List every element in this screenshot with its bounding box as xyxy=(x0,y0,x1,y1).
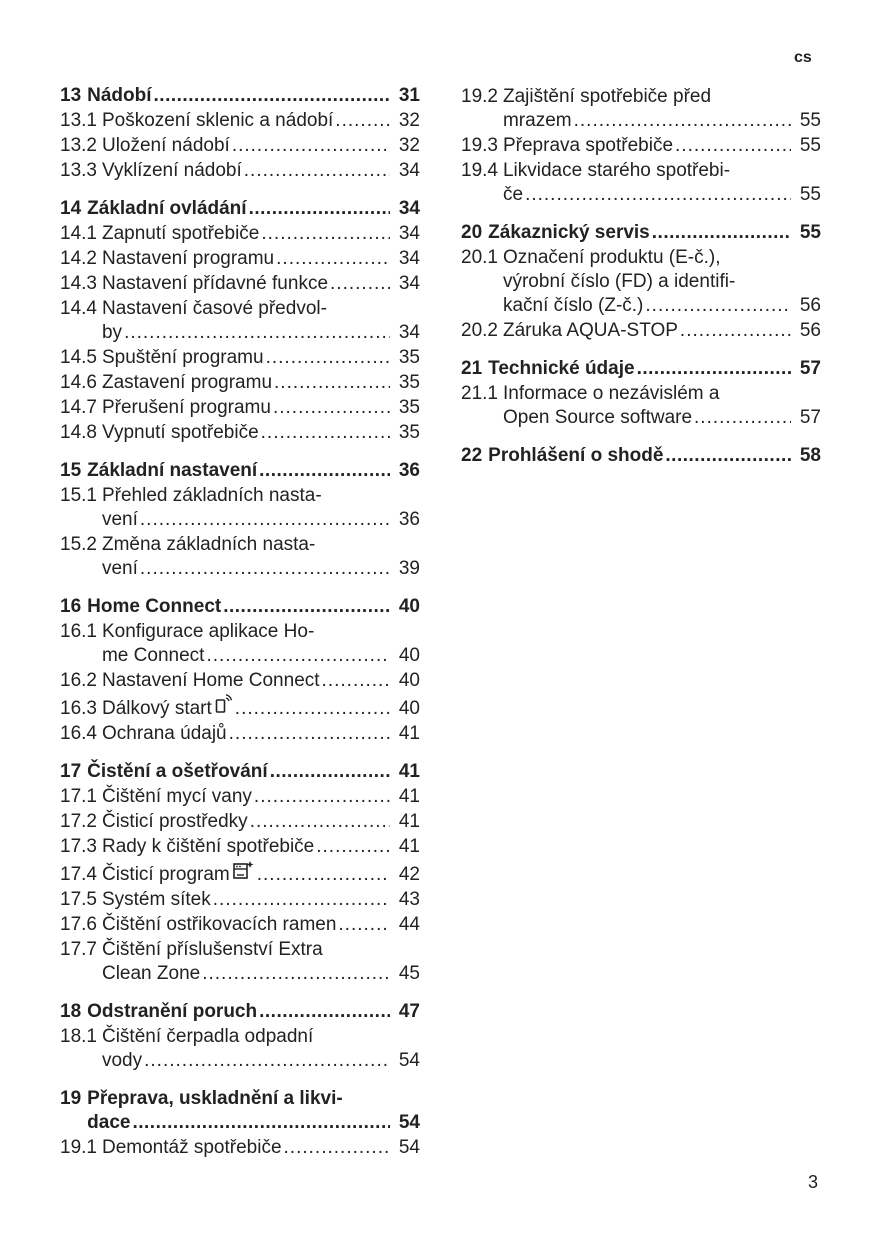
toc-entry-number: 17.2 xyxy=(60,811,97,832)
toc-page-number: 41 xyxy=(398,786,420,807)
toc-chapter[interactable] xyxy=(60,84,420,108)
toc-entry-title xyxy=(102,860,420,887)
toc-entry-title xyxy=(102,669,420,693)
toc-entry-title xyxy=(87,84,420,108)
toc-entry[interactable] xyxy=(60,222,420,246)
toc-entry-title xyxy=(102,694,420,721)
toc-title-line: Přerušení programu xyxy=(101,397,271,418)
toc-chapter[interactable] xyxy=(60,760,420,784)
toc-leader-dots xyxy=(322,669,390,693)
toc-entry-number: 17 xyxy=(60,761,82,782)
toc-entry-number: 15.1 xyxy=(60,485,97,506)
toc-entry-number: 19.4 xyxy=(461,160,498,181)
toc-title-line: by xyxy=(101,322,123,343)
toc-title-line: Prohlášení o shodě xyxy=(488,445,664,466)
toc-entry-title xyxy=(102,421,420,445)
toc-column-right xyxy=(461,84,821,482)
toc-section xyxy=(60,760,420,986)
toc-title-line: dace xyxy=(87,1112,131,1133)
toc-title-line: Demontáž spotřebiče xyxy=(101,1137,282,1158)
toc-leader-dots xyxy=(259,459,390,483)
toc-page-number: 43 xyxy=(398,889,420,910)
toc-page-number: 55 xyxy=(799,135,821,156)
toc-title-line: Čisticí prostředky xyxy=(101,811,248,832)
toc-leader-dots xyxy=(276,247,390,271)
toc-entry-title xyxy=(102,346,420,370)
toc-title-line: Home Connect xyxy=(87,596,222,617)
toc-leader-dots xyxy=(284,1136,390,1160)
toc-leader-dots xyxy=(213,888,390,912)
toc-title-line: Konfigurace aplikace Ho- xyxy=(101,621,315,642)
toc-leader-dots xyxy=(140,508,390,532)
toc-page-number: 45 xyxy=(398,963,420,984)
toc-section xyxy=(461,85,821,207)
toc-entry-number: 17.4 xyxy=(60,864,97,885)
toc-title-line: výrobní číslo (FD) a identifi- xyxy=(502,271,736,292)
toc-leader-dots xyxy=(274,371,390,395)
toc-entry-number: 14.4 xyxy=(60,298,97,319)
toc-chapter[interactable] xyxy=(461,444,821,468)
toc-page-number: 36 xyxy=(398,460,420,481)
toc-leader-dots xyxy=(223,595,390,619)
toc-leader-dots xyxy=(652,221,791,245)
toc-page-number: 56 xyxy=(799,295,821,316)
toc-entry[interactable] xyxy=(60,371,420,395)
toc-title-line: vení xyxy=(101,558,138,579)
toc-chapter[interactable] xyxy=(60,197,420,221)
toc-entry-number: 17.6 xyxy=(60,914,97,935)
toc-title-line: če xyxy=(502,184,524,205)
toc-title-line: mrazem xyxy=(502,110,572,131)
toc-entry-title xyxy=(503,246,821,318)
toc-page-number: 57 xyxy=(799,407,821,428)
toc-title-line: Čištění čerpadla odpadní xyxy=(101,1026,314,1047)
toc-section xyxy=(461,221,821,343)
toc-entry[interactable] xyxy=(60,346,420,370)
toc-entry-number: 13.1 xyxy=(60,110,97,131)
toc-entry-number: 19.1 xyxy=(60,1137,97,1158)
toc-page-number: 34 xyxy=(398,248,420,269)
toc-leader-dots xyxy=(270,760,390,784)
toc-section xyxy=(60,459,420,581)
toc-page-number: 34 xyxy=(398,160,420,181)
toc-title-line: Poškození sklenic a nádobí xyxy=(101,110,334,131)
toc-title-line: me Connect xyxy=(101,645,205,666)
toc-entry-title xyxy=(102,1025,420,1073)
toc-page-number: 34 xyxy=(398,198,420,219)
toc-entry-title xyxy=(102,222,420,246)
toc-entry-number: 20.1 xyxy=(461,247,498,268)
toc-entry-number: 13 xyxy=(60,85,82,106)
toc-chapter[interactable] xyxy=(461,357,821,381)
toc-leader-dots xyxy=(675,134,791,158)
toc-leader-dots xyxy=(132,1111,390,1135)
toc-leader-dots xyxy=(124,321,390,345)
toc-entry[interactable] xyxy=(461,134,821,158)
toc-title-line: Systém sítek xyxy=(101,889,211,910)
toc-page-number: 44 xyxy=(398,914,420,935)
toc-title-line: Čištění mycí vany xyxy=(101,786,252,807)
toc-page-number: 47 xyxy=(398,1001,420,1022)
toc-page-number: 35 xyxy=(398,347,420,368)
toc-page-number: 41 xyxy=(398,811,420,832)
toc-entry-title xyxy=(87,459,420,483)
toc-page-number: 41 xyxy=(398,836,420,857)
toc-leader-dots xyxy=(574,109,791,133)
toc-title-line: Nastavení programu xyxy=(101,248,275,269)
toc-page-number: 56 xyxy=(799,320,821,341)
toc-entry[interactable] xyxy=(60,134,420,158)
toc-section xyxy=(60,1000,420,1073)
toc-entry-title xyxy=(102,810,420,834)
toc-chapter[interactable] xyxy=(60,1000,420,1024)
toc-entry-number: 20 xyxy=(461,222,483,243)
toc-entry-number: 22 xyxy=(461,445,483,466)
toc-entry-number: 19.2 xyxy=(461,86,498,107)
toc-title-line: Přeprava, uskladnění a likvi- xyxy=(87,1088,343,1109)
toc-entry-title xyxy=(87,1087,420,1135)
toc-title-line: Vyklízení nádobí xyxy=(101,160,242,181)
toc-entry-number: 20.2 xyxy=(461,320,498,341)
toc-entry[interactable] xyxy=(60,1025,420,1073)
toc-title-line: Uložení nádobí xyxy=(101,135,230,156)
toc-page-number: 35 xyxy=(398,372,420,393)
toc-entry-number: 18 xyxy=(60,1001,82,1022)
toc-leader-dots xyxy=(525,183,791,207)
toc-entry[interactable] xyxy=(461,382,821,430)
toc-entry-number: 17.7 xyxy=(60,939,97,960)
toc-title-line: Základní nastavení xyxy=(87,460,258,481)
toc-leader-dots xyxy=(154,84,390,108)
toc-page-number: 40 xyxy=(398,645,420,666)
toc-entry-title xyxy=(503,382,821,430)
toc-entry-title xyxy=(102,159,420,183)
toc-entry[interactable] xyxy=(60,669,420,693)
toc-chapter[interactable] xyxy=(60,1087,420,1135)
toc-entry-number: 16.2 xyxy=(60,670,97,691)
toc-title-line: Clean Zone xyxy=(101,963,201,984)
toc-entry[interactable] xyxy=(60,938,420,986)
toc-leader-dots xyxy=(680,319,791,343)
toc-entry[interactable] xyxy=(60,620,420,668)
toc-entry[interactable] xyxy=(60,297,420,345)
toc-entry-title xyxy=(102,1136,420,1160)
toc-leader-dots xyxy=(259,1000,390,1024)
toc-leader-dots xyxy=(229,722,390,746)
toc-title-line: Zastavení programu xyxy=(101,372,273,393)
toc-entry-title xyxy=(102,396,420,420)
toc-entry-number: 15 xyxy=(60,460,82,481)
toc-entry-number: 17.1 xyxy=(60,786,97,807)
toc-page-number: 32 xyxy=(398,110,420,131)
toc-title-line: Přehled základních nasta- xyxy=(101,485,322,506)
toc-page-number: 34 xyxy=(398,273,420,294)
toc-title-line: Rady k čištění spotřebiče xyxy=(101,836,315,857)
toc-entry[interactable] xyxy=(461,159,821,207)
toc-entry[interactable] xyxy=(60,722,420,746)
toc-entry-number: 16.3 xyxy=(60,698,97,719)
toc-title-line: Nastavení přídavné funkce xyxy=(101,273,329,294)
toc-leader-dots xyxy=(206,644,390,668)
toc-page-number: 54 xyxy=(398,1112,420,1133)
toc-title-line: Likvidace starého spotřebi- xyxy=(502,160,731,181)
toc-page-number: 55 xyxy=(799,184,821,205)
toc-title-line: Čištění příslušenství Extra xyxy=(101,939,323,960)
toc-leader-dots xyxy=(250,810,390,834)
toc-page-number: 40 xyxy=(398,698,420,719)
toc-leader-dots xyxy=(244,159,390,183)
toc-entry-title xyxy=(102,722,420,746)
toc-entry-title xyxy=(503,319,821,343)
toc-entry-title xyxy=(503,159,821,207)
toc-page-number: 54 xyxy=(398,1050,420,1071)
toc-entry-number: 17.5 xyxy=(60,889,97,910)
toc-page-number: 42 xyxy=(398,864,420,885)
toc-leader-dots xyxy=(335,109,390,133)
toc-title-line: kační číslo (Z-č.) xyxy=(502,295,644,316)
toc-entry[interactable] xyxy=(60,159,420,183)
toc-entry-title xyxy=(102,247,420,271)
toc-entry-number: 13.3 xyxy=(60,160,97,181)
toc-leader-dots xyxy=(330,272,390,296)
toc-title-line: vení xyxy=(101,509,138,530)
toc-leader-dots xyxy=(257,863,390,887)
toc-page-number: 40 xyxy=(398,670,420,691)
toc-entry[interactable] xyxy=(60,396,420,420)
toc-leader-dots xyxy=(645,294,791,318)
toc-leader-dots xyxy=(261,421,390,445)
toc-entry-title xyxy=(102,913,420,937)
toc-entry-number: 13.2 xyxy=(60,135,97,156)
toc-page-number: 35 xyxy=(398,397,420,418)
toc-title-line: vody xyxy=(101,1050,143,1071)
toc-section xyxy=(60,1087,420,1160)
toc-section xyxy=(60,197,420,445)
toc-entry-title xyxy=(102,134,420,158)
toc-column-left xyxy=(60,84,420,1174)
toc-entry[interactable] xyxy=(60,888,420,912)
toc-entry[interactable] xyxy=(60,484,420,532)
toc-entry-title xyxy=(503,85,821,133)
toc-entry-number: 16 xyxy=(60,596,82,617)
page-number: 3 xyxy=(808,1172,819,1192)
toc-title-line: Přeprava spotřebiče xyxy=(502,135,674,156)
toc-entry-number: 14.7 xyxy=(60,397,97,418)
toc-entry[interactable] xyxy=(60,860,420,887)
toc-entry[interactable] xyxy=(60,913,420,937)
toc-title-line: Spuštění programu xyxy=(101,347,264,368)
toc-leader-dots xyxy=(144,1049,390,1073)
toc-leader-dots xyxy=(261,222,390,246)
toc-chapter[interactable] xyxy=(461,221,821,245)
toc-leader-dots xyxy=(235,697,390,721)
toc-entry-title xyxy=(87,595,420,619)
toc-page-number: 32 xyxy=(398,135,420,156)
toc-title-line: Open Source software xyxy=(502,407,693,428)
toc-title-line: Čisticí program xyxy=(101,864,230,885)
toc-title-line: Čištění ostřikovacích ramen xyxy=(101,914,337,935)
toc-entry-number: 16.4 xyxy=(60,723,97,744)
toc-entry-number: 14.6 xyxy=(60,372,97,393)
toc-title-line: Dálkový start xyxy=(101,698,212,719)
toc-entry[interactable] xyxy=(60,272,420,296)
toc-leader-dots xyxy=(665,444,791,468)
toc-page-number: 58 xyxy=(799,445,821,466)
toc-entry-title xyxy=(102,109,420,133)
toc-entry-number: 18.1 xyxy=(60,1026,97,1047)
toc-title-line: Čistění a ošetřování xyxy=(87,761,268,782)
toc-entry-number: 14.8 xyxy=(60,422,97,443)
toc-section xyxy=(60,84,420,183)
toc-entry-number: 14.2 xyxy=(60,248,97,269)
toc-title-line: Vypnutí spotřebiče xyxy=(101,422,259,443)
toc-page-number: 36 xyxy=(398,509,420,530)
toc-entry[interactable] xyxy=(60,421,420,445)
toc-chapter[interactable] xyxy=(60,595,420,619)
toc-leader-dots xyxy=(694,406,791,430)
toc-entry[interactable] xyxy=(60,1136,420,1160)
toc-entry-title xyxy=(488,221,821,245)
cleaning-program-icon xyxy=(233,860,255,887)
toc-page-number: 31 xyxy=(398,85,420,106)
toc-chapter[interactable] xyxy=(60,459,420,483)
toc-entry-number: 14.1 xyxy=(60,223,97,244)
toc-page-number: 57 xyxy=(799,358,821,379)
toc-title-line: Změna základních nasta- xyxy=(101,534,316,555)
toc-title-line: Zákaznický servis xyxy=(488,222,650,243)
toc-page-number: 41 xyxy=(398,761,420,782)
toc-entry-number: 21.1 xyxy=(461,383,498,404)
toc-page-number: 39 xyxy=(398,558,420,579)
toc-entry[interactable] xyxy=(60,785,420,809)
toc-leader-dots xyxy=(232,134,390,158)
toc-entry-title xyxy=(102,533,420,581)
toc-entry-title xyxy=(488,357,821,381)
toc-entry-number: 15.2 xyxy=(60,534,97,555)
toc-entry-title xyxy=(102,835,420,859)
toc-page-number: 54 xyxy=(398,1137,420,1158)
toc-title-line: Informace o nezávislém a xyxy=(502,383,720,404)
toc-entry-title xyxy=(87,197,420,221)
toc-entry[interactable] xyxy=(461,319,821,343)
toc-entry[interactable] xyxy=(461,246,821,318)
toc-entry-number: 14 xyxy=(60,198,82,219)
toc-page-number: 55 xyxy=(799,222,821,243)
remote-start-icon xyxy=(215,694,233,721)
toc-entry[interactable] xyxy=(60,533,420,581)
toc-page-number: 40 xyxy=(398,596,420,617)
toc-entry-title xyxy=(102,371,420,395)
toc-section xyxy=(461,357,821,430)
toc-leader-dots xyxy=(202,962,390,986)
toc-page-number: 35 xyxy=(398,422,420,443)
toc-entry[interactable] xyxy=(60,810,420,834)
toc-entry-number: 17.3 xyxy=(60,836,97,857)
toc-title-line: Zajištění spotřebiče před xyxy=(502,86,712,107)
toc-title-line: Odstranění poruch xyxy=(87,1001,258,1022)
toc-title-line: Označení produktu (E-č.), xyxy=(502,247,721,268)
toc-title-line: Nastavení Home Connect xyxy=(101,670,320,691)
toc-section xyxy=(461,444,821,468)
toc-entry-title xyxy=(102,785,420,809)
toc-title-line: Ochrana údajů xyxy=(101,723,227,744)
toc-entry[interactable] xyxy=(60,694,420,721)
toc-leader-dots xyxy=(140,557,390,581)
toc-leader-dots xyxy=(254,785,390,809)
toc-title-line: Základní ovládání xyxy=(87,198,247,219)
language-code: cs xyxy=(794,49,812,66)
toc-entry-title xyxy=(102,484,420,532)
toc-entry-number: 19 xyxy=(60,1088,82,1109)
toc-leader-dots xyxy=(273,396,390,420)
toc-leader-dots xyxy=(266,346,390,370)
toc-leader-dots xyxy=(249,197,390,221)
toc-entry-title xyxy=(488,444,821,468)
toc-entry-title xyxy=(102,938,420,986)
toc-title-line: Záruka AQUA-STOP xyxy=(502,320,678,341)
toc-entry-title xyxy=(102,888,420,912)
toc-title-line: Technické údaje xyxy=(488,358,635,379)
toc-page-number: 55 xyxy=(799,110,821,131)
toc-page-number: 34 xyxy=(398,322,420,343)
toc-leader-dots xyxy=(637,357,791,381)
toc-page-number: 34 xyxy=(398,223,420,244)
toc-leader-dots xyxy=(316,835,390,859)
toc-entry[interactable] xyxy=(461,85,821,133)
toc-title-line: Nastavení časové předvol- xyxy=(101,298,327,319)
toc-title-line: Zapnutí spotřebiče xyxy=(101,223,260,244)
toc-title-line: Nádobí xyxy=(87,85,152,106)
toc-leader-dots xyxy=(338,913,390,937)
toc-entry[interactable] xyxy=(60,109,420,133)
toc-entry-number: 21 xyxy=(461,358,483,379)
toc-entry[interactable] xyxy=(60,835,420,859)
toc-entry-title xyxy=(87,1000,420,1024)
toc-entry-number: 14.5 xyxy=(60,347,97,368)
toc-entry-title xyxy=(87,760,420,784)
toc-entry-title xyxy=(102,620,420,668)
toc-entry-title xyxy=(102,297,420,345)
toc-page-number: 41 xyxy=(398,723,420,744)
toc-entry-title xyxy=(503,134,821,158)
toc-entry-number: 14.3 xyxy=(60,273,97,294)
toc-section xyxy=(60,595,420,746)
toc-entry-title xyxy=(102,272,420,296)
toc-entry-number: 16.1 xyxy=(60,621,97,642)
toc-entry[interactable] xyxy=(60,247,420,271)
toc-entry-number: 19.3 xyxy=(461,135,498,156)
